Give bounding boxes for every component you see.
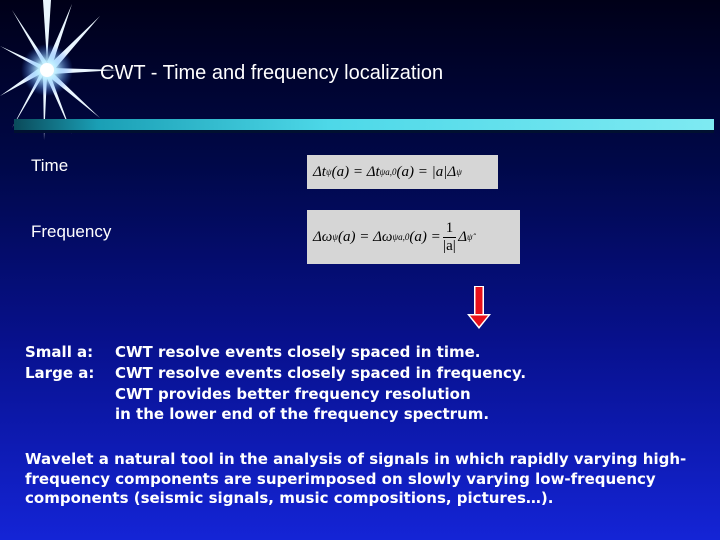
formula-freq-fraction xyxy=(443,220,457,255)
formula-freq-eq: (a) = xyxy=(409,228,441,245)
down-arrow-icon xyxy=(466,286,492,330)
small-a-text: CWT resolve events closely spaced in time. xyxy=(115,343,481,361)
resolution-line-2: in the lower end of the frequency spectrum. xyxy=(115,405,490,423)
formula-time-sub2: ψa,0 xyxy=(379,167,397,177)
formula-time-lhs: Δt xyxy=(313,163,326,180)
wavelet-paragraph: Wavelet a natural tool in the analysis of signals in which rapidly varying high-frequency components are superimposed on slowly varying low-frequency components (seismic signals, music compositions, pictures…). xyxy=(25,450,687,507)
frequency-label: Frequency xyxy=(31,222,112,241)
formula-freq-tail: Δ xyxy=(458,228,468,245)
formula-freq-sub2: ψa,0 xyxy=(392,232,410,242)
large-a-key: Large a: xyxy=(25,364,95,382)
title-underline xyxy=(14,119,714,130)
formula-freq-denominator: |a| xyxy=(443,237,456,254)
formula-time-sub3: ψ xyxy=(456,167,462,177)
formula-freq-lhs: Δω xyxy=(313,228,333,245)
frequency-resolution-formula xyxy=(307,210,520,264)
formula-freq-sub3: ψ̂ xyxy=(467,232,473,242)
formula-time-rhs: (a) = |a|Δ xyxy=(396,163,457,180)
small-a-key: Small a: xyxy=(25,343,94,361)
formula-time-sub1: ψ xyxy=(325,167,332,177)
time-label: Time xyxy=(31,156,69,175)
resolution-line-1: CWT provides better frequency resolution xyxy=(115,385,471,403)
formula-freq-sub1: ψ xyxy=(332,232,338,242)
formula-freq-mid: (a) = Δω xyxy=(338,228,393,245)
formula-freq-numerator: 1 xyxy=(443,220,457,238)
formula-time-arg: (a) = Δt xyxy=(331,163,380,180)
large-a-text: CWT resolve events closely spaced in frequency. xyxy=(115,364,527,382)
slide-title: CWT - Time and frequency localization xyxy=(100,62,444,84)
time-resolution-formula xyxy=(307,155,498,189)
title-underline-shadow xyxy=(14,130,714,133)
